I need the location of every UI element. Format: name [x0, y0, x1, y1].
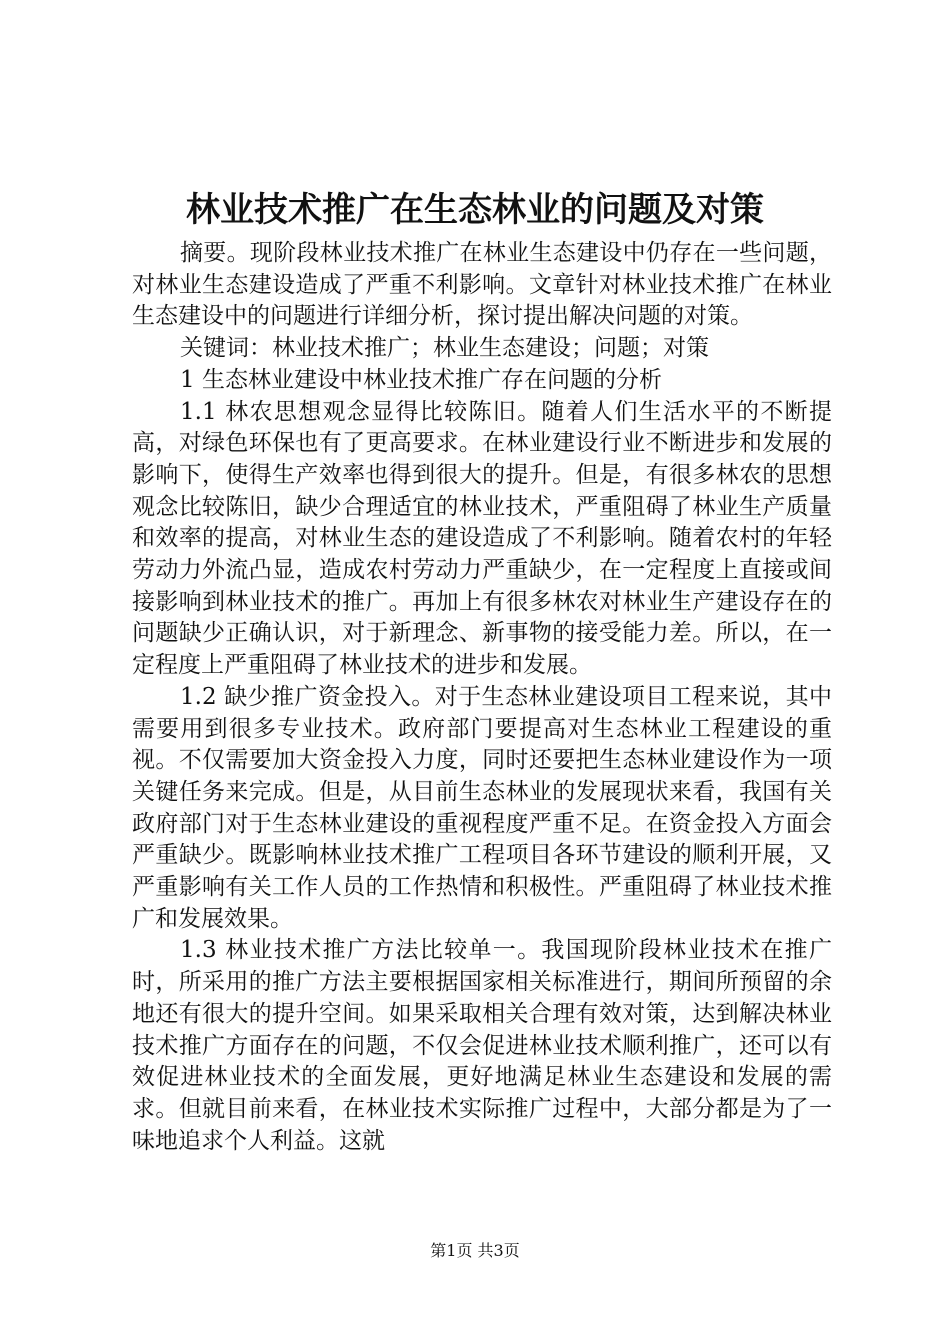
- page-footer: 第1页 共3页: [430, 1241, 520, 1260]
- section-heading: 1 生态林业建设中林业技术推广存在问题的分析: [180, 366, 662, 393]
- body-paragraph: 1.2 缺少推广资金投入。对于生态林业建设项目工程来说，其中需要用到很多专业技术。政府部门要提高对生态林业工程建设的重视。不仅需要加大资金投入力度，同时还要把生态林业建设作为一项关键任务来完成。但是，从目前生态林业的发展现状来看，我国有关政府部门对于生态林业建设的重视程度严重不足。在资金投入方面会严重缺少。既影响林业技术推广工程项目各环节建设的顺利开展，又严重影响有关工作人员的工作热情和积极性。严重阻碍了林业技术推广和发展效果。: [132, 683, 832, 932]
- abstract-paragraph: 摘要。现阶段林业技术推广在林业生态建设中仍存在一些问题，对林业生态建设造成了严重不利影响。文章针对林业技术推广在林业生态建设中的问题进行详细分析，探讨提出解决问题的对策。: [132, 240, 832, 330]
- keywords-paragraph: 关键词：林业技术推广；林业生态建设；问题；对策: [180, 335, 709, 362]
- document-title: 林业技术推广在生态林业的问题及对策: [186, 190, 764, 230]
- body-paragraph: 1.3 林业技术推广方法比较单一。我国现阶段林业技术在推广时，所采用的推广方法主要根据国家相关标准进行，期间所预留的余地还有很大的提升空间。如果采取相关合理有效对策，达到解决林业技术推广方面存在的问题，不仅会促进林业技术顺利推广，还可以有效促进林业技术的全面发展，更好地满足林业生态建设和发展的需求。但就目前来看，在林业技术实际推广过程中，大部分都是为了一味地追求个人利益。这就: [132, 937, 832, 1154]
- body-paragraph: 1.1 林农思想观念显得比较陈旧。随着人们生活水平的不断提高，对绿色环保也有了更高要求。在林业建设行业不断进步和发展的影响下，使得生产效率也得到很大的提升。但是，有很多林农的思想观念比较陈旧，缺少合理适宜的林业技术，严重阻碍了林业生产质量和效率的提高，对林业生态的建设造成了不利影响。随着农村的年轻劳动力外流凸显，造成农村劳动力严重缺少，在一定程度上直接或间接影响到林业技术的推广。再加上有很多林农对林业生产建设存在的问题缺少正确认识，对于新理念、新事物的接受能力差。所以，在一定程度上严重阻碍了林业技术的进步和发展。: [132, 398, 832, 679]
- document-body: [132, 238, 832, 1157]
